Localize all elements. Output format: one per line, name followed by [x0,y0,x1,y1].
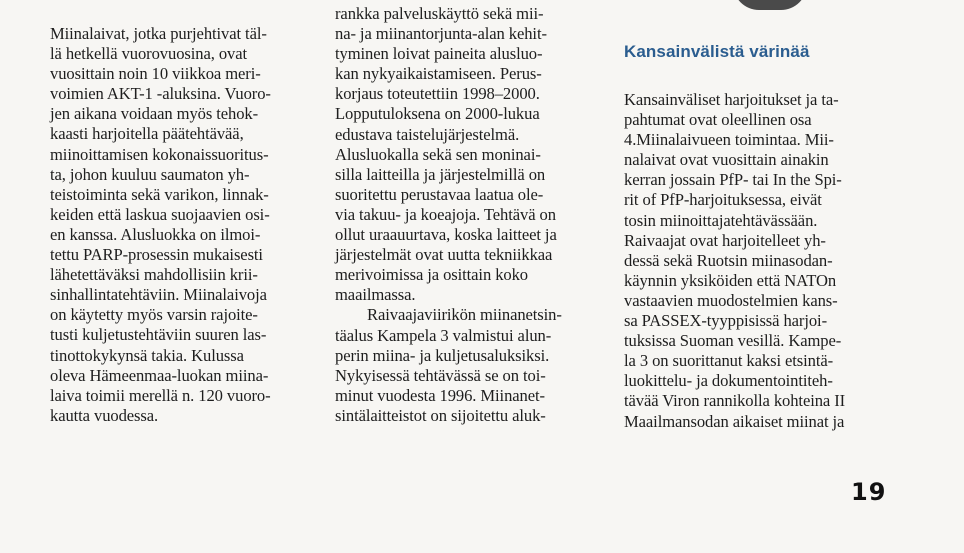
text-line: perin miina- ja kuljetusaluksiksi. [335,345,550,365]
text-line: Raivaajaviirikön miinanetsin- [367,305,562,325]
text-line: dessä sekä Ruotsin miinasodan- [624,250,833,270]
text-line: keiden että laskua suojaavien osi- [50,204,270,224]
page-number: 19 [851,478,887,506]
text-line: rit of PfP-harjoituksessa, eivät [624,190,822,210]
text-line: sa PASSEX-tyyppisissä harjoi- [624,311,827,331]
text-line: kan nykyaikaistamiseen. Perus- [335,64,542,84]
text-line: en kanssa. Alusluokka on ilmoi- [50,224,261,244]
text-line: Lopputuloksena on 2000-lukua [335,104,540,124]
text-line: vuosittain noin 10 viikkoa meri- [50,64,261,84]
text-line: järjestelmät ovat uutta tekniikkaa [335,245,553,265]
text-line: ollut uraauurtava, koska laitteet ja [335,225,557,245]
text-line: lähetettäväksi mahdollisiin krii- [50,265,258,285]
text-line: kautta vuodessa. [50,405,159,425]
column-2 [335,4,605,426]
text-line: jen aikana voidaan myös tehok- [50,104,259,124]
text-line: lä hetkellä vuorovuosina, ovat [50,44,247,64]
text-line: sinhallintatehtäviin. Miinalaivoja [50,285,267,305]
section-heading: Kansainvälistä värinää [624,42,810,61]
text-line: maailmassa. [335,285,416,305]
text-line: na- ja miinantorjunta-alan kehit- [335,24,547,44]
text-line: merivoimissa ja osittain koko [335,265,528,285]
text-line: käynnin yksiköiden että NATOn [624,270,837,290]
column-1 [50,24,316,426]
text-line: Maailmansodan aikaiset miinat ja [624,411,845,431]
text-line: Kansainväliset harjoitukset ja ta- [624,90,839,109]
text-line: nalaivat ovat vuosittain ainakin [624,150,829,170]
text-line: tuksissa Suoman vesillä. Kampe- [624,331,842,351]
text-line: Nykyisessä tehtävässä se on toi- [335,365,546,385]
text-line: laiva toimii merellä n. 120 vuoro- [50,385,271,405]
text-line: tyminen loivat paineita alusluo- [335,44,543,64]
text-line: edustava taistelujärjestelmä. [335,124,520,144]
text-line: Miinalaivat, jotka purjehtivat täl- [50,24,267,43]
text-line: rankka palveluskäyttö sekä mii- [335,4,544,23]
text-line: tusti kuljetustehtäviin suuren las- [50,325,267,345]
text-line: tinottokykynsä takia. Kulussa [50,345,244,365]
text-line: minut vuodesta 1996. Miinanet- [335,385,545,405]
text-line: vastaavien muodostelmien kans- [624,290,838,310]
text-line: silla laitteilla ja järjestelmillä on [335,164,546,184]
text-line: suoritettu perustavaa laatua ole- [335,184,544,204]
text-line: sintälaitteistot on sijoitettu aluk- [335,405,546,425]
text-line: kerran jossain PfP- tai In the Spi- [624,170,842,190]
text-line: tävää Viron rannikolla kohteina II [624,391,846,411]
text-line: luokittelu- ja dokumentointiteh- [624,371,833,391]
text-line: pahtumat ovat oleellinen osa [624,110,812,130]
text-line: täalus Kampela 3 valmistui alun- [335,325,552,345]
text-line: miinoittamisen kokonaissuoritus- [50,144,269,164]
text-line: tettu PARP-prosessin mukaisesti [50,245,263,265]
text-line: oleva Hämeenmaa-luokan miina- [50,365,269,385]
text-line: korjaus toteutettiin 1998–2000. [335,84,540,104]
text-line: Raivaajat ovat harjoitelleet yh- [624,230,826,250]
text-line: via takuu- ja koeajoja. Tehtävä on [335,204,556,224]
photo-edge [733,0,807,10]
text-line: voimien AKT-1 -aluksina. Vuoro- [50,84,271,104]
text-line: teistoiminta sekä varikon, linnak- [50,184,269,204]
text-line: Alusluokalla sekä sen moninai- [335,144,541,164]
text-line: 4.Miinalaivueen toimintaa. Mii- [624,130,834,150]
text-line: tosin miinoittajatehtävässään. [624,210,818,230]
text-line: on käytetty myös varsin rajoite- [50,305,258,325]
text-line: la 3 on suorittanut kaksi etsintä- [624,351,834,371]
column-3 [624,90,894,432]
text-line: ta, johon kuuluu saumaton yh- [50,164,250,184]
text-line: kaasti harjoitella päätehtävää, [50,124,244,144]
